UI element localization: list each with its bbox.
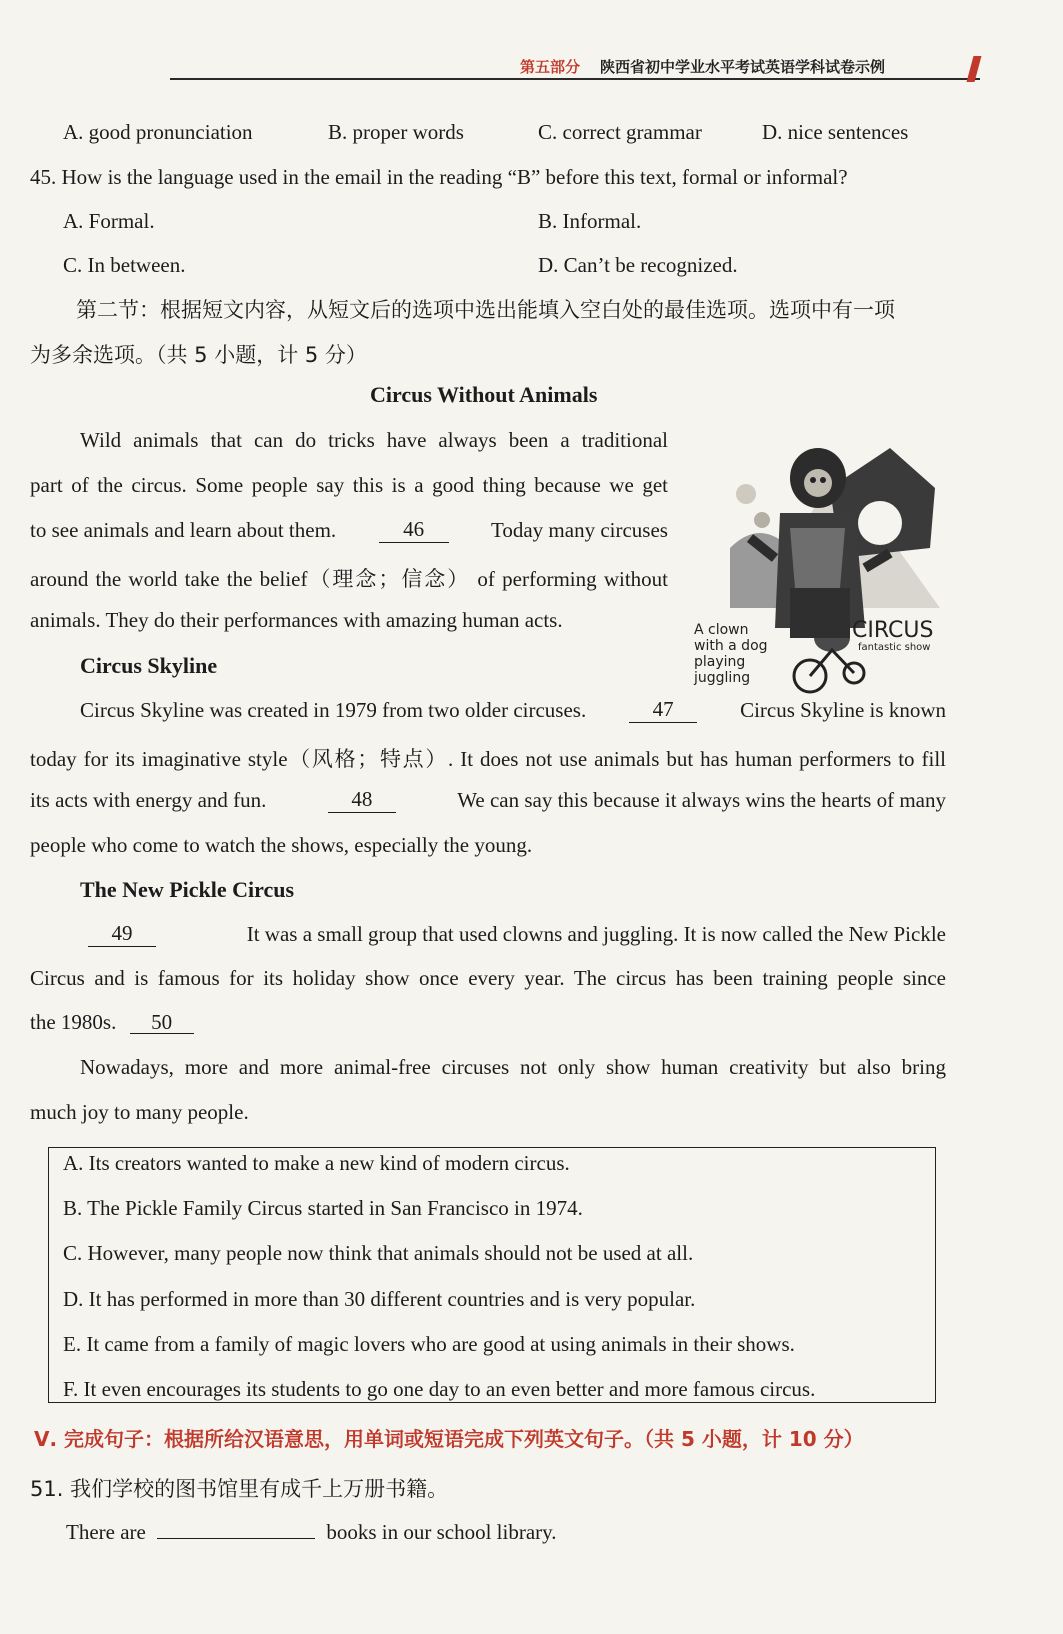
p2-line3 <box>30 788 946 813</box>
caption-line: with a dog <box>694 638 768 654</box>
heading-circus-skyline: Circus Skyline <box>80 653 218 678</box>
option-b[interactable]: B. The Pickle Family Circus started in San Francisco in 1974. <box>63 1196 583 1220</box>
caption-line: juggling <box>694 670 751 686</box>
p1-line5: animals. They do their performances with amazing human acts. <box>30 608 563 632</box>
q51-blank[interactable] <box>157 1538 315 1539</box>
p2-line3-text-a: its acts with energy and fun. <box>30 788 267 812</box>
q45-option-c: C. In between. <box>63 253 186 277</box>
p2-line2: today for its imaginative style（风格；特点）. It does not use animals but has human performers to fill <box>30 747 946 771</box>
illustration-caption <box>694 622 768 686</box>
circus-illustration <box>690 428 952 696</box>
option-f[interactable]: F. It even encourages its students to go one day to an even better and more famous circus. <box>63 1377 816 1401</box>
p1-line3-text-b: Today many circuses <box>491 518 668 542</box>
caption-line: playing <box>694 654 746 670</box>
blank-49[interactable]: 49 <box>88 922 156 947</box>
p4-line2: much joy to many people. <box>30 1100 249 1124</box>
q44-option-b: B. proper words <box>328 120 464 144</box>
p3-line3-text: the 1980s. <box>30 1010 117 1034</box>
q51-text-post: books in our school library. <box>326 1520 557 1544</box>
p3-line1 <box>88 922 946 947</box>
heading-new-pickle-circus: The New Pickle Circus <box>80 877 295 902</box>
caption-line: A clown <box>694 622 749 638</box>
p1-line2: part of the circus. Some people say this is a good thing because we get <box>30 473 668 497</box>
q45-option-a: A. Formal. <box>63 209 155 233</box>
p3-line2: Circus and is famous for its holiday show once every year. The circus has been training people since <box>30 966 946 990</box>
q51-answer-line <box>66 1520 557 1545</box>
p2-line3-text-b: We can say this because it always wins the hearts of many <box>457 788 946 812</box>
q45-stem: 45. How is the language used in the email in the reading “B” before this text, formal or informal? <box>30 165 848 189</box>
q45-option-b: B. Informal. <box>538 209 642 233</box>
q51-stem: 51. 我们学校的图书馆里有成千上万册书籍。 <box>30 1477 449 1501</box>
p1-line4: around the world take the belief（理念；信念） of performing without <box>30 567 668 591</box>
section2-instruction-line1: 第二节：根据短文内容，从短文后的选项中选出能填入空白处的最佳选项。选项中有一项 <box>76 298 895 322</box>
header-part-label: 第五部分 <box>520 58 581 76</box>
blank-50[interactable]: 50 <box>130 1011 194 1034</box>
option-d[interactable]: D. It has performed in more than 30 different countries and is very popular. <box>63 1287 696 1311</box>
p1-line3 <box>30 518 668 543</box>
p1-line3-text-a: to see animals and learn about them. <box>30 518 337 542</box>
q45-option-d: D. Can’t be recognized. <box>538 253 738 277</box>
p4-line1: Nowadays, more and more animal-free circuses not only show human creativity but also bring <box>80 1055 946 1079</box>
section2-instruction-line2: 为多余选项。（共 5 小题，计 5 分） <box>30 343 367 367</box>
p2-line1-text-a: Circus Skyline was created in 1979 from two older circuses. <box>80 698 587 722</box>
q44-option-c: C. correct grammar <box>538 120 702 144</box>
p1-line1: Wild animals that can do tricks have always been a traditional <box>80 428 668 452</box>
passage-title: Circus Without Animals <box>370 382 598 407</box>
blank-46[interactable]: 46 <box>379 518 449 543</box>
option-c[interactable]: C. However, many people now think that animals should not be used at all. <box>63 1241 694 1265</box>
blank-48[interactable]: 48 <box>328 788 396 813</box>
section5-heading: Ⅴ. 完成句子：根据所给汉语意思，用单词或短语完成下列英文句子。（共 5 小题，计 10 分） <box>34 1427 864 1451</box>
option-e[interactable]: E. It came from a family of magic lovers who are good at using animals in their shows. <box>63 1332 795 1356</box>
header-rule <box>170 78 980 80</box>
circus-sign: CIRCUS <box>852 618 934 643</box>
q51-text-pre: There are <box>66 1520 146 1544</box>
p2-line4: people who come to watch the shows, especially the young. <box>30 833 533 857</box>
p2-line1 <box>80 698 946 723</box>
blank-47[interactable]: 47 <box>629 698 697 723</box>
options-box <box>48 1147 936 1403</box>
q44-option-d: D. nice sentences <box>762 120 909 144</box>
option-a[interactable]: A. Its creators wanted to make a new kind of modern circus. <box>63 1151 570 1175</box>
q44-option-a: A. good pronunciation <box>63 120 253 144</box>
header-title: 陕西省初中学业水平考试英语学科试卷示例 <box>600 58 886 76</box>
p3-line3 <box>30 1010 194 1035</box>
circus-sign-sub: fantastic show <box>858 642 931 653</box>
p3-line1-text: It was a small group that used clowns and juggling. It is now called the New Pickle <box>246 922 946 946</box>
p2-line1-text-b: Circus Skyline is known <box>740 698 946 722</box>
